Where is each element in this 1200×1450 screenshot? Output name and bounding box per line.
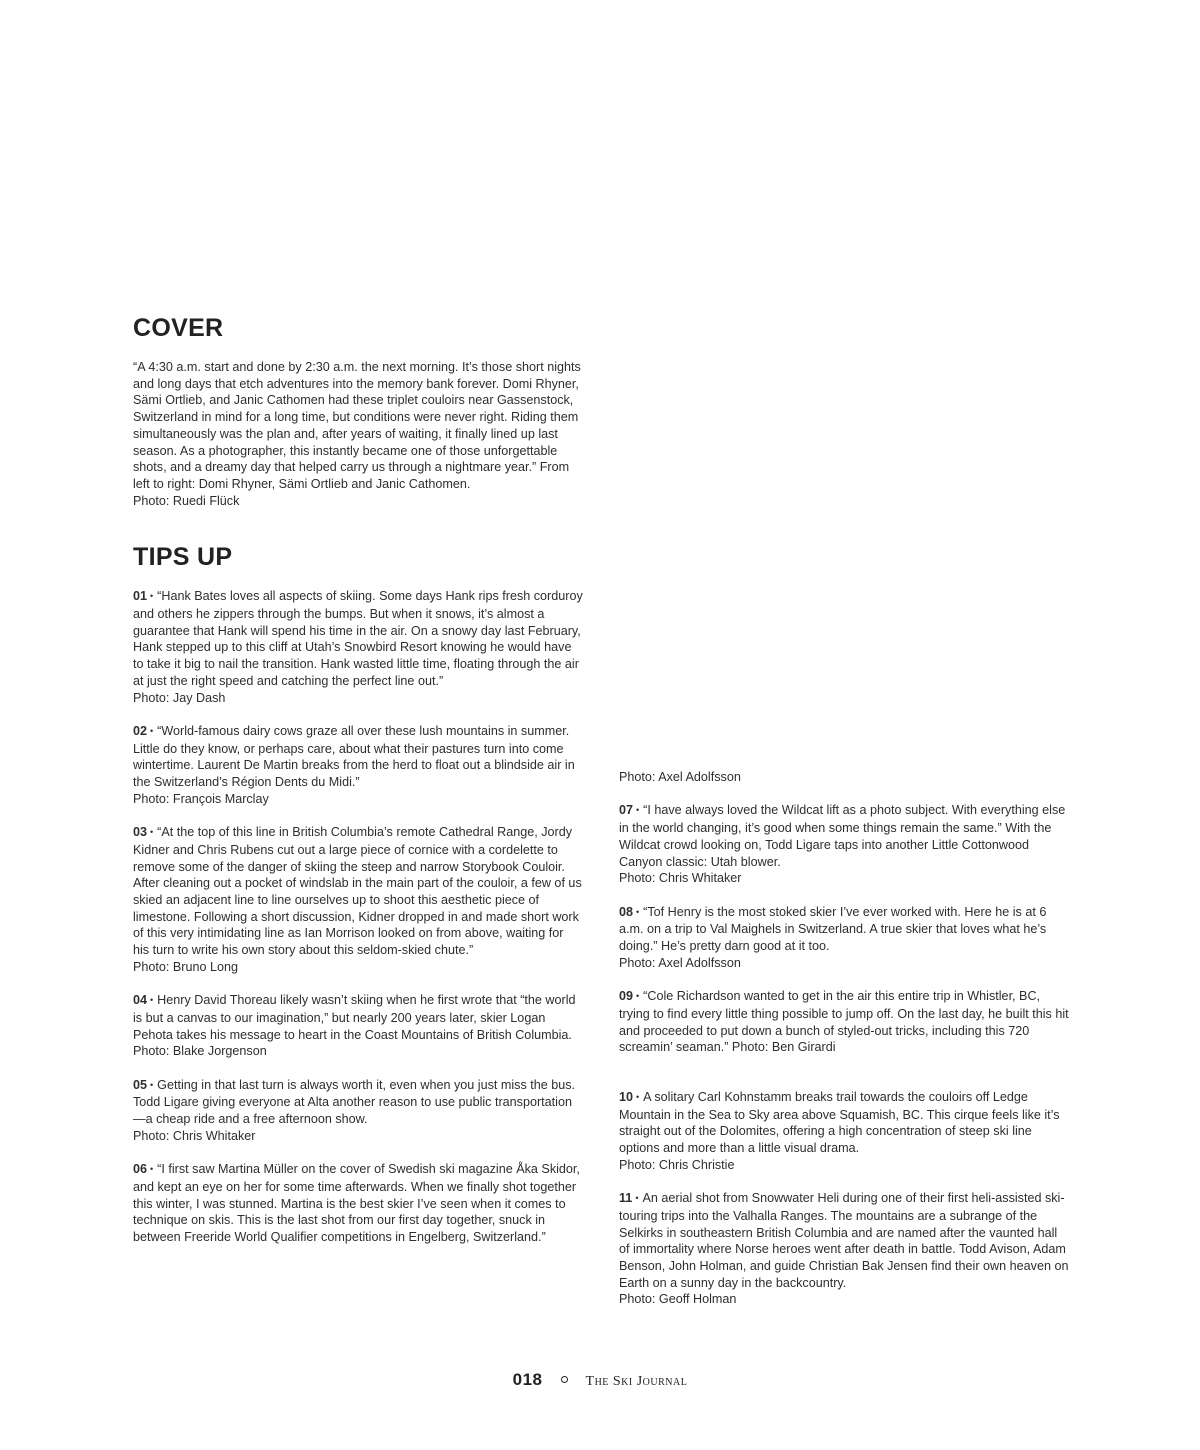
photo-credit: Photo: Jay Dash xyxy=(133,690,226,705)
bullet-icon: • xyxy=(636,991,640,1002)
caption-entry-11 xyxy=(619,1190,1069,1308)
caption-number: 03 xyxy=(133,825,148,840)
caption-entry-07 xyxy=(619,802,1069,887)
photo-credit: Photo: Axel Adolfsson xyxy=(619,955,741,970)
caption-text: “Cole Richardson wanted to get in the air this entire trip in Whistler, BC, trying to find every little thing possible to jump off. On the last day, he built this hit and proceeded to put down a bunch of styled-out tricks, including this 720 screamin’ seaman.” Photo: Ben Girardi xyxy=(619,989,1069,1055)
caption-entry-04 xyxy=(133,992,583,1060)
caption-text: “At the top of this line in British Columbia’s remote Cathedral Range, Jordy Kidner and Chris Rubens cut out a large piece of cornice with a cordelette to remove some of the danger of skiing the steep and narrow Storybook Couloir. After cleaning out a pocket of windslab in the main part of the couloir, a few of us skied an adjacent line to line ourselves up to shoot this aesthetic piece of limestone. Following a short discussion, Kidner dropped in and made short work of this very intimidating line as Ian Morrison looked on from above, waiting for his turn to write his own story about this seldom-skied chute.” xyxy=(133,825,582,958)
caption-entry-10 xyxy=(619,1089,1069,1174)
bullet-icon: • xyxy=(150,995,154,1006)
journal-name: The Ski Journal xyxy=(585,1374,688,1389)
bullet-icon: • xyxy=(635,1193,639,1204)
photo-credit: Photo: Chris Whitaker xyxy=(619,871,742,886)
caption-text: Henry David Thoreau likely wasn’t skiing when he first wrote that “the world is but a canvas to our imagination,” but nearly 200 years later, skier Logan Pehota takes his message to heart in the Coast Mountains of British Columbia. xyxy=(133,993,576,1042)
caption-entry-09 xyxy=(619,988,1069,1056)
tips-up-section xyxy=(133,543,583,1245)
caption-text: An aerial shot from Snowwater Heli during one of their first heli-assisted ski-touring trips into the Valhalla Ranges. The mountains are a subrange of the Selkirks in southeastern British Columbia and are named after the vaunted hall of immortality where Norse heroes went after death in battle. Todd Avison, Adam Benson, John Holman, and guide Christian Bak Jensen find their own heaven on Earth on a sunny day in the backcountry. xyxy=(619,1191,1069,1290)
caption-text: “World-famous dairy cows graze all over these lush mountains in summer. Little do they know, or perhaps care, about what their pastures turn into come wintertime. Laurent De Martin breaks from the herd to float out a blindside air in the Switzerland’s Région Dents du Midi.” xyxy=(133,723,575,790)
cover-caption xyxy=(133,359,583,509)
cover-section xyxy=(133,314,583,509)
caption-number: 05 xyxy=(133,1077,148,1092)
photo-credit: Photo: Chris Whitaker xyxy=(133,1128,256,1143)
cover-caption-text: “A 4:30 a.m. start and done by 2:30 a.m. the next morning. It’s those short nights and long days that etch adventures into the memory bank forever. Domi Rhyner, Sämi Ortlieb, and Janic Cathomen had these triplet couloirs near Gassenstock, Switzerland in mind for a long time, but conditions were never right. Riding them simultaneously was the plan and, after years of waiting, it finally lined up last season. As a photographer, this instantly became one of those unforgettable shots, and a dreamy day that helped carry us through a nightmare year.” From left to right: Domi Rhyner, Sämi Ortlieb and Janic Cathomen. xyxy=(133,360,581,491)
bullet-icon: • xyxy=(150,827,154,838)
cover-photo-credit: Photo: Ruedi Flück xyxy=(133,493,240,508)
photo-credit: Photo: Blake Jorgenson xyxy=(133,1044,267,1059)
caption-entry-01 xyxy=(133,588,583,706)
caption-text: “I have always loved the Wildcat lift as a photo subject. With everything else in the world changing, it’s good when some things remain the same.” With the Wildcat crowd looking on, Todd Ligare taps into another Little Cottonwood Canyon classic: Utah blower. xyxy=(619,803,1066,869)
caption-number: 01 xyxy=(133,589,148,604)
photo-credit: Photo: François Marclay xyxy=(133,791,269,806)
caption-number: 09 xyxy=(619,989,634,1004)
caption-number: 02 xyxy=(133,723,148,738)
caption-entry-05 xyxy=(133,1077,583,1145)
caption-entry-08 xyxy=(619,904,1069,972)
caption-entry-02 xyxy=(133,723,583,808)
caption-text: “I first saw Martina Müller on the cover of Swedish ski magazine Åka Skidor, and kept an eye on her for some time afterwards. When we finally shot together this winter, I was stunned. Martina is the best skier I’ve seen when it comes to technique on skis. This is the last shot from our first day together, snuck in between Freeride World Qualifier competitions in Engelberg, Switzerland.” xyxy=(133,1162,580,1244)
caption-number: 10 xyxy=(619,1089,634,1104)
bullet-icon: • xyxy=(150,725,154,736)
caption-text: “Hank Bates loves all aspects of skiing. Some days Hank rips fresh corduroy and others he zippers through the bumps. But when it snows, it’s almost a guarantee that Hank will spend his time in the air. On a snowy day last February, Hank stepped up to this cliff at Utah’s Snowbird Resort knowing he would have to take it big to nail the transition. Hank wasted little time, floating through the air at just the right speed and catching the perfect line out.” xyxy=(133,589,583,688)
caption-number: 11 xyxy=(619,1191,633,1206)
photo-credit: Photo: Bruno Long xyxy=(133,959,239,974)
caption-number: 07 xyxy=(619,803,634,818)
bullet-icon: • xyxy=(150,591,154,602)
carryover-photo-credit: Photo: Axel Adolfsson xyxy=(619,770,741,784)
circle-separator-icon xyxy=(561,1376,568,1383)
tips-up-heading: TIPS UP xyxy=(133,543,233,572)
caption-text: “Tof Henry is the most stoked skier I’ve ever worked with. Here he is at 6 a.m. on a trip to Val Maighels in Switzerland. A true skier that loves what he’s doing.” He’s pretty darn good at it too. xyxy=(619,904,1047,953)
caption-number: 06 xyxy=(133,1162,148,1177)
caption-entry-06 xyxy=(133,1161,583,1246)
bullet-icon: • xyxy=(636,906,640,917)
left-column xyxy=(133,314,583,1262)
caption-number: 08 xyxy=(619,904,634,919)
photo-credit: Photo: Chris Christie xyxy=(619,1157,735,1172)
caption-text: Getting in that last turn is always worth it, even when you just miss the bus. Todd Ligare giving everyone at Alta another reason to use public transportation—a cheap ride and a free afternoon show. xyxy=(133,1077,576,1127)
right-column xyxy=(619,769,1069,1325)
page-footer xyxy=(0,1370,1200,1390)
bullet-icon: • xyxy=(636,1091,640,1102)
bullet-icon: • xyxy=(636,805,640,816)
cover-heading: COVER xyxy=(133,314,224,342)
caption-entry-03 xyxy=(133,824,583,975)
caption-text: A solitary Carl Kohnstamm breaks trail towards the couloirs off Ledge Mountain in the Sea to Sky area above Squamish, BC. This cirque feels like it’s straight out of the Dolomites, offering a high concentration of steep ski line options and more than a little visual drama. xyxy=(619,1089,1060,1156)
bullet-icon: • xyxy=(150,1164,154,1175)
page-number: 018 xyxy=(512,1370,543,1389)
bullet-icon: • xyxy=(150,1079,154,1090)
caption-number: 04 xyxy=(133,993,148,1008)
photo-credit: Photo: Geoff Holman xyxy=(619,1292,737,1307)
